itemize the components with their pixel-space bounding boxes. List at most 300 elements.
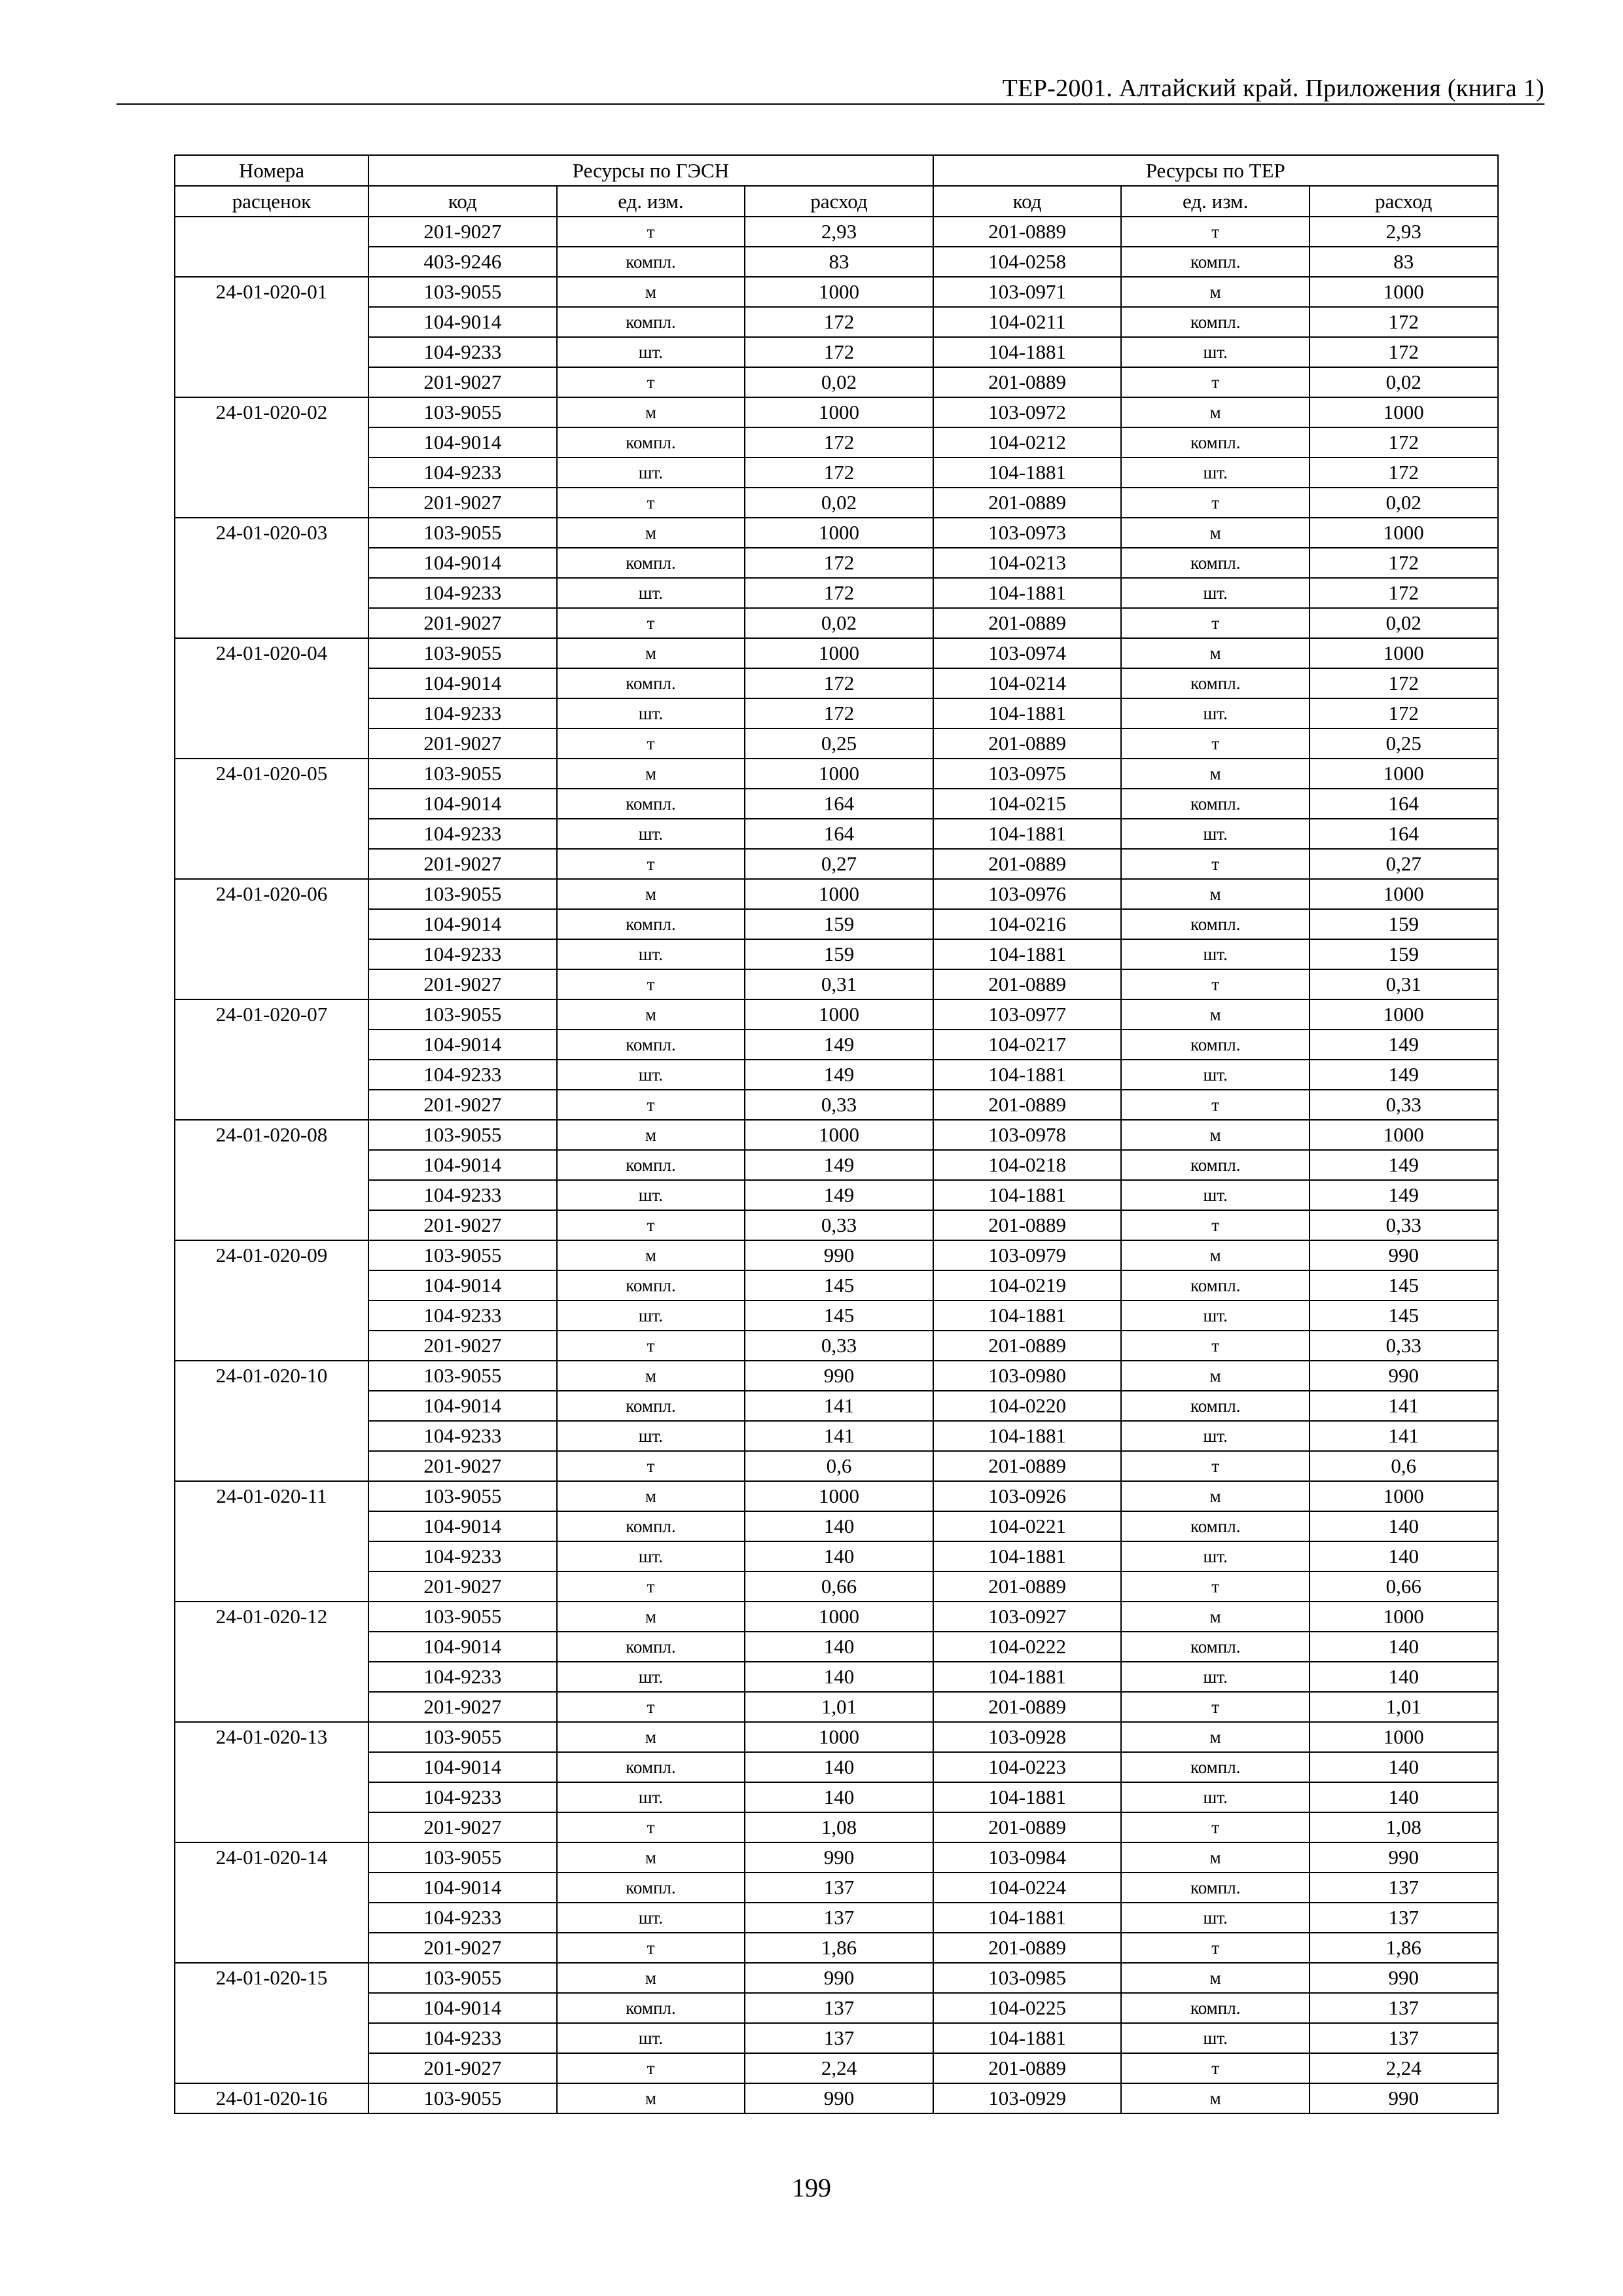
ter-code-cell: 104-0217 xyxy=(933,1030,1122,1060)
gesn-code-cell: 104-9233 xyxy=(368,1300,557,1331)
gesn-consumption-cell: 1,86 xyxy=(745,1933,933,1963)
ter-consumption-cell: 1000 xyxy=(1310,759,1498,789)
gesn-unit-cell: т xyxy=(557,1571,745,1602)
table-row xyxy=(175,999,1498,1030)
gesn-unit-cell: шт. xyxy=(557,457,745,488)
ter-unit-cell: м xyxy=(1121,759,1310,789)
gesn-code-cell: 104-9014 xyxy=(368,668,557,698)
ter-code-cell: 104-1881 xyxy=(933,819,1122,849)
ter-consumption-cell: 159 xyxy=(1310,939,1498,969)
ter-code-cell: 201-0889 xyxy=(933,1812,1122,1842)
table-row xyxy=(175,367,1498,397)
ter-code-cell: 201-0889 xyxy=(933,849,1122,879)
ter-code-cell: 201-0889 xyxy=(933,1692,1122,1722)
table-row xyxy=(175,548,1498,578)
gesn-consumption-cell: 1000 xyxy=(745,1120,933,1150)
table-row xyxy=(175,1752,1498,1782)
ter-code-cell: 201-0889 xyxy=(933,1210,1122,1240)
ter-unit-cell: компл. xyxy=(1121,1873,1310,1903)
ter-code-cell: 104-1881 xyxy=(933,337,1122,367)
gesn-consumption-cell: 990 xyxy=(745,2083,933,2113)
resources-table xyxy=(174,154,1499,2114)
ter-unit-cell: шт. xyxy=(1121,337,1310,367)
ter-code-cell: 104-1881 xyxy=(933,939,1122,969)
ter-code-cell: 201-0889 xyxy=(933,367,1122,397)
gesn-code-cell: 104-9233 xyxy=(368,1180,557,1210)
ter-consumption-cell: 990 xyxy=(1310,2083,1498,2113)
gesn-consumption-cell: 137 xyxy=(745,1873,933,1903)
ter-code-cell: 103-0927 xyxy=(933,1602,1122,1632)
ter-unit-cell: т xyxy=(1121,1331,1310,1361)
gesn-consumption-cell: 0,31 xyxy=(745,969,933,999)
ter-unit-cell: шт. xyxy=(1121,1903,1310,1933)
gesn-unit-cell: т xyxy=(557,217,745,247)
table-row xyxy=(175,1993,1498,2023)
ter-consumption-cell: 149 xyxy=(1310,1030,1498,1060)
ter-consumption-cell: 990 xyxy=(1310,1842,1498,1873)
table-row xyxy=(175,1180,1498,1210)
ter-code-cell: 104-1881 xyxy=(933,1782,1122,1812)
rate-number-cell: 24-01-020-03 xyxy=(175,518,368,638)
ter-consumption-cell: 990 xyxy=(1310,1963,1498,1993)
ter-consumption-cell: 164 xyxy=(1310,789,1498,819)
table-row xyxy=(175,217,1498,247)
gesn-consumption-cell: 0,02 xyxy=(745,608,933,638)
gesn-unit-cell: м xyxy=(557,999,745,1030)
ter-consumption-cell: 1000 xyxy=(1310,1481,1498,1511)
header-rule xyxy=(116,103,1544,105)
ter-code-cell: 104-0258 xyxy=(933,247,1122,277)
gesn-unit-cell: м xyxy=(557,397,745,427)
gesn-unit-cell: т xyxy=(557,1331,745,1361)
ter-consumption-cell: 1000 xyxy=(1310,1120,1498,1150)
gesn-code-cell: 403-9246 xyxy=(368,247,557,277)
gesn-unit-cell: т xyxy=(557,1812,745,1842)
ter-unit-cell: т xyxy=(1121,849,1310,879)
gesn-unit-cell: компл. xyxy=(557,548,745,578)
ter-consumption-cell: 137 xyxy=(1310,1903,1498,1933)
gesn-consumption-cell: 140 xyxy=(745,1541,933,1571)
ter-code-cell: 201-0889 xyxy=(933,217,1122,247)
table-row xyxy=(175,1090,1498,1120)
table-row xyxy=(175,1511,1498,1541)
rate-number-cell: 24-01-020-11 xyxy=(175,1481,368,1602)
ter-consumption-cell: 172 xyxy=(1310,668,1498,698)
ter-consumption-cell: 0,6 xyxy=(1310,1451,1498,1481)
ter-unit-cell: компл. xyxy=(1121,548,1310,578)
gesn-consumption-cell: 0,33 xyxy=(745,1090,933,1120)
table-row xyxy=(175,488,1498,518)
ter-code-cell: 201-0889 xyxy=(933,1331,1122,1361)
gesn-code-cell: 104-9233 xyxy=(368,1541,557,1571)
gesn-consumption-cell: 141 xyxy=(745,1391,933,1421)
ter-consumption-cell: 172 xyxy=(1310,548,1498,578)
gesn-code-cell: 104-9233 xyxy=(368,698,557,728)
ter-consumption-cell: 2,93 xyxy=(1310,217,1498,247)
ter-code-cell: 104-1881 xyxy=(933,457,1122,488)
ter-unit-cell: м xyxy=(1121,879,1310,909)
table-row xyxy=(175,1662,1498,1692)
ter-consumption-cell: 137 xyxy=(1310,2023,1498,2053)
gesn-code-cell: 104-9014 xyxy=(368,1632,557,1662)
table-body xyxy=(175,217,1498,2113)
gesn-code-cell: 104-9014 xyxy=(368,307,557,337)
gesn-consumption-cell: 1,08 xyxy=(745,1812,933,1842)
ter-unit-cell: компл. xyxy=(1121,1150,1310,1180)
gesn-unit-cell: шт. xyxy=(557,578,745,608)
gesn-unit-cell: шт. xyxy=(557,1662,745,1692)
gesn-consumption-cell: 172 xyxy=(745,337,933,367)
gesn-code-cell: 103-9055 xyxy=(368,1842,557,1873)
gesn-unit-cell: компл. xyxy=(557,1752,745,1782)
rate-number-cell: 24-01-020-01 xyxy=(175,277,368,397)
ter-consumption-cell: 141 xyxy=(1310,1421,1498,1451)
gesn-unit-cell: т xyxy=(557,1210,745,1240)
ter-code-cell: 201-0889 xyxy=(933,969,1122,999)
ter-unit-cell: шт. xyxy=(1121,578,1310,608)
gesn-unit-cell: т xyxy=(557,1692,745,1722)
ter-consumption-cell: 1000 xyxy=(1310,397,1498,427)
gesn-consumption-cell: 1000 xyxy=(745,638,933,668)
gesn-code-cell: 104-9014 xyxy=(368,1752,557,1782)
gesn-unit-cell: т xyxy=(557,2053,745,2083)
ter-code-cell: 103-0979 xyxy=(933,1240,1122,1270)
gesn-code-cell: 201-9027 xyxy=(368,728,557,759)
gesn-consumption-cell: 0,66 xyxy=(745,1571,933,1602)
ter-code-cell: 104-0212 xyxy=(933,427,1122,457)
gesn-unit-cell: шт. xyxy=(557,2023,745,2053)
ter-unit-cell: компл. xyxy=(1121,1752,1310,1782)
ter-code-cell: 103-0977 xyxy=(933,999,1122,1030)
gesn-consumption-cell: 0,02 xyxy=(745,367,933,397)
gesn-unit-cell: шт. xyxy=(557,1421,745,1451)
ter-consumption-cell: 1000 xyxy=(1310,638,1498,668)
ter-unit-cell: шт. xyxy=(1121,1060,1310,1090)
gesn-code-cell: 103-9055 xyxy=(368,397,557,427)
gesn-consumption-cell: 149 xyxy=(745,1180,933,1210)
ter-code-cell: 104-1881 xyxy=(933,1180,1122,1210)
ter-consumption-cell: 1,01 xyxy=(1310,1692,1498,1722)
ter-consumption-cell: 990 xyxy=(1310,1361,1498,1391)
gesn-code-cell: 104-9014 xyxy=(368,427,557,457)
table-row xyxy=(175,1421,1498,1451)
gesn-unit-cell: шт. xyxy=(557,1180,745,1210)
ter-code-cell: 201-0889 xyxy=(933,1451,1122,1481)
table-row xyxy=(175,1571,1498,1602)
ter-unit-cell: т xyxy=(1121,1692,1310,1722)
table-row xyxy=(175,1361,1498,1391)
gesn-consumption-cell: 0,27 xyxy=(745,849,933,879)
table-row xyxy=(175,1933,1498,1963)
gesn-consumption-cell: 83 xyxy=(745,247,933,277)
table-row xyxy=(175,698,1498,728)
gesn-consumption-cell: 140 xyxy=(745,1632,933,1662)
gesn-unit-cell: компл. xyxy=(557,1391,745,1421)
table-row xyxy=(175,608,1498,638)
table-row xyxy=(175,427,1498,457)
gesn-consumption-cell: 2,93 xyxy=(745,217,933,247)
ter-code-cell: 103-0984 xyxy=(933,1842,1122,1873)
ter-code-cell: 104-1881 xyxy=(933,578,1122,608)
ter-code-cell: 104-0213 xyxy=(933,548,1122,578)
ter-code-cell: 103-0973 xyxy=(933,518,1122,548)
ter-code-cell: 201-0889 xyxy=(933,1090,1122,1120)
ter-unit-cell: шт. xyxy=(1121,939,1310,969)
header-gesn-resources: Ресурсы по ГЭСН xyxy=(368,155,933,186)
table-row xyxy=(175,1812,1498,1842)
table-row xyxy=(175,1391,1498,1421)
rate-number-cell: 24-01-020-15 xyxy=(175,1963,368,2083)
ter-unit-cell: шт. xyxy=(1121,819,1310,849)
ter-consumption-cell: 140 xyxy=(1310,1511,1498,1541)
table-row xyxy=(175,2053,1498,2083)
ter-consumption-cell: 990 xyxy=(1310,1240,1498,1270)
table-row xyxy=(175,1963,1498,1993)
table-row xyxy=(175,1210,1498,1240)
gesn-unit-cell: компл. xyxy=(557,427,745,457)
ter-unit-cell: компл. xyxy=(1121,909,1310,939)
gesn-consumption-cell: 0,33 xyxy=(745,1210,933,1240)
gesn-unit-cell: м xyxy=(557,1842,745,1873)
table-row xyxy=(175,518,1498,548)
gesn-consumption-cell: 159 xyxy=(745,939,933,969)
gesn-code-cell: 201-9027 xyxy=(368,1451,557,1481)
ter-unit-cell: м xyxy=(1121,1842,1310,1873)
ter-unit-cell: т xyxy=(1121,488,1310,518)
ter-unit-cell: м xyxy=(1121,1963,1310,1993)
rate-number-cell: 24-01-020-13 xyxy=(175,1722,368,1842)
ter-unit-cell: м xyxy=(1121,2083,1310,2113)
rate-number-cell: 24-01-020-05 xyxy=(175,759,368,879)
ter-code-cell: 104-1881 xyxy=(933,1300,1122,1331)
gesn-unit-cell: компл. xyxy=(557,1993,745,2023)
gesn-code-cell: 201-9027 xyxy=(368,367,557,397)
gesn-unit-cell: т xyxy=(557,608,745,638)
ter-unit-cell: компл. xyxy=(1121,668,1310,698)
table-row xyxy=(175,1481,1498,1511)
table-row xyxy=(175,397,1498,427)
gesn-unit-cell: компл. xyxy=(557,668,745,698)
gesn-code-cell: 201-9027 xyxy=(368,1812,557,1842)
ter-code-cell: 103-0978 xyxy=(933,1120,1122,1150)
ter-consumption-cell: 172 xyxy=(1310,337,1498,367)
gesn-consumption-cell: 1000 xyxy=(745,277,933,307)
ter-code-cell: 104-0220 xyxy=(933,1391,1122,1421)
gesn-unit-cell: м xyxy=(557,638,745,668)
ter-code-cell: 201-0889 xyxy=(933,728,1122,759)
ter-unit-cell: т xyxy=(1121,728,1310,759)
gesn-code-cell: 103-9055 xyxy=(368,879,557,909)
ter-consumption-cell: 140 xyxy=(1310,1782,1498,1812)
gesn-code-cell: 104-9233 xyxy=(368,1903,557,1933)
ter-consumption-cell: 0,31 xyxy=(1310,969,1498,999)
gesn-unit-cell: компл. xyxy=(557,247,745,277)
gesn-code-cell: 103-9055 xyxy=(368,999,557,1030)
gesn-unit-cell: м xyxy=(557,1722,745,1752)
table-row xyxy=(175,1903,1498,1933)
rate-number-cell: 24-01-020-12 xyxy=(175,1602,368,1722)
gesn-code-cell: 103-9055 xyxy=(368,1481,557,1511)
gesn-code-cell: 103-9055 xyxy=(368,1722,557,1752)
ter-unit-cell: м xyxy=(1121,1120,1310,1150)
gesn-code-cell: 201-9027 xyxy=(368,1571,557,1602)
ter-consumption-cell: 145 xyxy=(1310,1300,1498,1331)
header-ter-consumption: расход xyxy=(1310,186,1498,217)
ter-consumption-cell: 0,66 xyxy=(1310,1571,1498,1602)
ter-consumption-cell: 2,24 xyxy=(1310,2053,1498,2083)
gesn-consumption-cell: 140 xyxy=(745,1752,933,1782)
ter-unit-cell: компл. xyxy=(1121,1391,1310,1421)
table-row xyxy=(175,1722,1498,1752)
gesn-consumption-cell: 140 xyxy=(745,1782,933,1812)
ter-consumption-cell: 140 xyxy=(1310,1752,1498,1782)
ter-consumption-cell: 159 xyxy=(1310,909,1498,939)
gesn-consumption-cell: 2,24 xyxy=(745,2053,933,2083)
gesn-unit-cell: т xyxy=(557,969,745,999)
ter-code-cell: 201-0889 xyxy=(933,1933,1122,1963)
ter-consumption-cell: 0,33 xyxy=(1310,1210,1498,1240)
header-gesn-code: код xyxy=(368,186,557,217)
table-row xyxy=(175,668,1498,698)
ter-code-cell: 104-1881 xyxy=(933,2023,1122,2053)
gesn-unit-cell: шт. xyxy=(557,939,745,969)
table-row xyxy=(175,879,1498,909)
ter-unit-cell: компл. xyxy=(1121,307,1310,337)
gesn-consumption-cell: 0,25 xyxy=(745,728,933,759)
gesn-unit-cell: компл. xyxy=(557,307,745,337)
table-row xyxy=(175,909,1498,939)
table-row xyxy=(175,1060,1498,1090)
ter-unit-cell: шт. xyxy=(1121,698,1310,728)
ter-unit-cell: шт. xyxy=(1121,1180,1310,1210)
gesn-code-cell: 201-9027 xyxy=(368,1090,557,1120)
ter-code-cell: 103-0928 xyxy=(933,1722,1122,1752)
ter-unit-cell: компл. xyxy=(1121,1993,1310,2023)
gesn-unit-cell: компл. xyxy=(557,789,745,819)
gesn-unit-cell: т xyxy=(557,728,745,759)
ter-unit-cell: т xyxy=(1121,1571,1310,1602)
gesn-unit-cell: м xyxy=(557,2083,745,2113)
ter-code-cell: 104-0214 xyxy=(933,668,1122,698)
gesn-unit-cell: м xyxy=(557,1120,745,1150)
ter-code-cell: 103-0980 xyxy=(933,1361,1122,1391)
ter-unit-cell: т xyxy=(1121,1812,1310,1842)
gesn-unit-cell: т xyxy=(557,1451,745,1481)
ter-unit-cell: м xyxy=(1121,1240,1310,1270)
gesn-code-cell: 201-9027 xyxy=(368,849,557,879)
gesn-code-cell: 104-9233 xyxy=(368,578,557,608)
gesn-unit-cell: т xyxy=(557,849,745,879)
ter-unit-cell: т xyxy=(1121,1090,1310,1120)
gesn-code-cell: 104-9014 xyxy=(368,1873,557,1903)
gesn-code-cell: 103-9055 xyxy=(368,2083,557,2113)
gesn-code-cell: 104-9233 xyxy=(368,457,557,488)
gesn-consumption-cell: 172 xyxy=(745,457,933,488)
ter-consumption-cell: 145 xyxy=(1310,1270,1498,1300)
gesn-consumption-cell: 137 xyxy=(745,1903,933,1933)
rate-number-cell: 24-01-020-14 xyxy=(175,1842,368,1963)
gesn-unit-cell: м xyxy=(557,1481,745,1511)
ter-code-cell: 103-0976 xyxy=(933,879,1122,909)
gesn-unit-cell: м xyxy=(557,277,745,307)
gesn-code-cell: 104-9014 xyxy=(368,789,557,819)
gesn-consumption-cell: 149 xyxy=(745,1150,933,1180)
gesn-consumption-cell: 1000 xyxy=(745,397,933,427)
gesn-unit-cell: м xyxy=(557,1963,745,1993)
gesn-consumption-cell: 172 xyxy=(745,578,933,608)
ter-unit-cell: шт. xyxy=(1121,2023,1310,2053)
ter-consumption-cell: 1000 xyxy=(1310,1722,1498,1752)
ter-unit-cell: т xyxy=(1121,1451,1310,1481)
table-row xyxy=(175,1541,1498,1571)
gesn-unit-cell: шт. xyxy=(557,1903,745,1933)
gesn-unit-cell: шт. xyxy=(557,1300,745,1331)
ter-unit-cell: м xyxy=(1121,1722,1310,1752)
gesn-code-cell: 103-9055 xyxy=(368,638,557,668)
ter-unit-cell: м xyxy=(1121,397,1310,427)
gesn-code-cell: 103-9055 xyxy=(368,1240,557,1270)
gesn-consumption-cell: 137 xyxy=(745,2023,933,2053)
table-row xyxy=(175,337,1498,367)
gesn-unit-cell: шт. xyxy=(557,1782,745,1812)
table-row xyxy=(175,1150,1498,1180)
gesn-consumption-cell: 1,01 xyxy=(745,1692,933,1722)
ter-unit-cell: м xyxy=(1121,1602,1310,1632)
ter-consumption-cell: 164 xyxy=(1310,819,1498,849)
ter-unit-cell: т xyxy=(1121,217,1310,247)
ter-consumption-cell: 172 xyxy=(1310,457,1498,488)
gesn-consumption-cell: 172 xyxy=(745,427,933,457)
ter-code-cell: 104-0218 xyxy=(933,1150,1122,1180)
gesn-code-cell: 104-9233 xyxy=(368,1421,557,1451)
rate-number-cell: 24-01-020-07 xyxy=(175,999,368,1120)
table-row xyxy=(175,578,1498,608)
header-rate-numbers-2: расценок xyxy=(175,186,368,217)
rate-number-cell: 24-01-020-06 xyxy=(175,879,368,999)
ter-unit-cell: компл. xyxy=(1121,247,1310,277)
gesn-code-cell: 103-9055 xyxy=(368,277,557,307)
ter-code-cell: 104-0221 xyxy=(933,1511,1122,1541)
ter-unit-cell: компл. xyxy=(1121,1030,1310,1060)
ter-code-cell: 103-0974 xyxy=(933,638,1122,668)
header-rate-numbers-1: Номера xyxy=(175,155,368,186)
ter-consumption-cell: 1,08 xyxy=(1310,1812,1498,1842)
header-gesn-unit: ед. изм. xyxy=(557,186,745,217)
gesn-unit-cell: компл. xyxy=(557,1270,745,1300)
rate-number-cell: 24-01-020-10 xyxy=(175,1361,368,1481)
ter-unit-cell: т xyxy=(1121,969,1310,999)
ter-consumption-cell: 1000 xyxy=(1310,277,1498,307)
ter-unit-cell: м xyxy=(1121,638,1310,668)
gesn-code-cell: 103-9055 xyxy=(368,1963,557,1993)
ter-consumption-cell: 137 xyxy=(1310,1993,1498,2023)
gesn-unit-cell: т xyxy=(557,367,745,397)
gesn-consumption-cell: 0,02 xyxy=(745,488,933,518)
table-row xyxy=(175,2023,1498,2053)
gesn-unit-cell: м xyxy=(557,1240,745,1270)
ter-consumption-cell: 149 xyxy=(1310,1060,1498,1090)
ter-code-cell: 103-0972 xyxy=(933,397,1122,427)
ter-code-cell: 104-1881 xyxy=(933,1421,1122,1451)
table-row xyxy=(175,1030,1498,1060)
table-row xyxy=(175,1240,1498,1270)
gesn-unit-cell: компл. xyxy=(557,1873,745,1903)
header-ter-unit: ед. изм. xyxy=(1121,186,1310,217)
ter-consumption-cell: 140 xyxy=(1310,1662,1498,1692)
ter-code-cell: 104-0215 xyxy=(933,789,1122,819)
gesn-consumption-cell: 140 xyxy=(745,1511,933,1541)
ter-consumption-cell: 83 xyxy=(1310,247,1498,277)
